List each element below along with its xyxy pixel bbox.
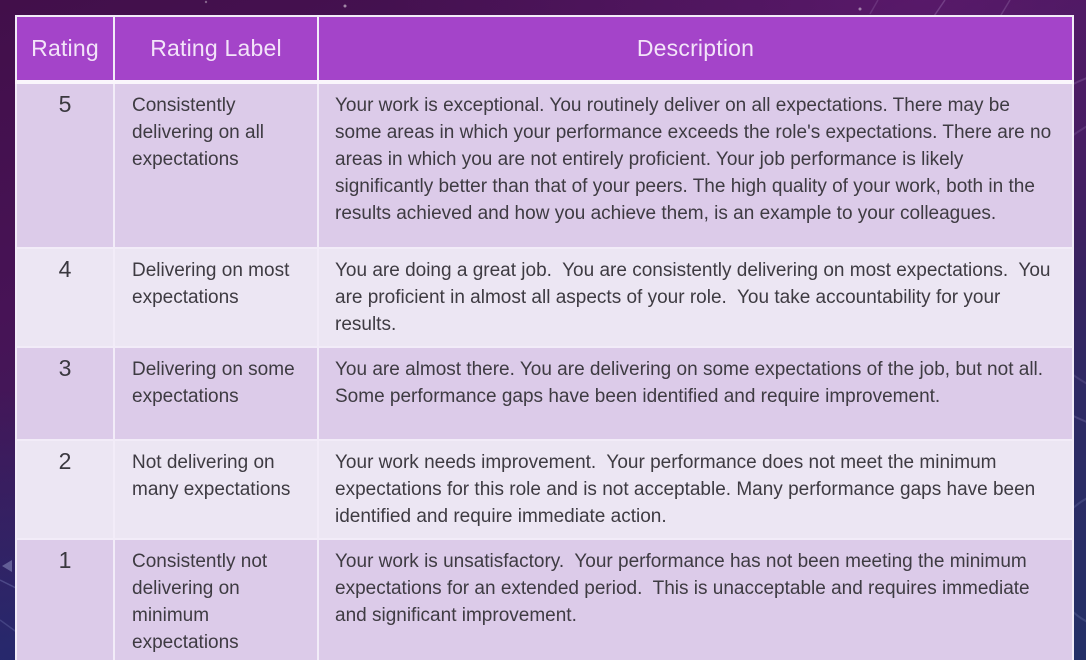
header-row: [16, 16, 1073, 82]
rating-label: Consistently delivering on all expectations: [114, 82, 318, 248]
table-row-rating-4: [16, 248, 1073, 347]
table-row-rating-3: [16, 347, 1073, 440]
column-header-rating-label: Rating Label: [114, 16, 318, 82]
rating-description: You are doing a great job. You are consistently delivering on most expectations. You are proficient in almost all aspects of your role. You take accountability for your results.: [318, 248, 1073, 347]
rating-value: 4: [16, 248, 114, 347]
rating-description: Your work is exceptional. You routinely deliver on all expectations. There may be some areas in which your performance exceeds the role's expectations. There are no areas in which you are not entirely proficient. Your job performance is likely significantly better than that of your peers. The high quality of your work, both in the results achieved and how you achieve them, is an example to your colleagues.: [318, 82, 1073, 248]
column-header-description: Description: [318, 16, 1073, 82]
rating-scale-table: [15, 15, 1074, 660]
rating-value: 3: [16, 347, 114, 440]
rating-label: Consistently not delivering on minimum expectations: [114, 539, 318, 660]
rating-label: Not delivering on many expectations: [114, 440, 318, 539]
column-header-rating: Rating: [16, 16, 114, 82]
rating-value: 5: [16, 82, 114, 248]
rating-description: Your work needs improvement. Your performance does not meet the minimum expectations for this role and is not acceptable. Many performance gaps have been identified and require immediate action.: [318, 440, 1073, 539]
table-row-rating-5: [16, 82, 1073, 248]
rating-value: 1: [16, 539, 114, 660]
table-row-rating-2: [16, 440, 1073, 539]
rating-label: Delivering on some expectations: [114, 347, 318, 440]
rating-description: You are almost there. You are delivering on some expectations of the job, but not all. Some performance gaps have been identified and require improvement.: [318, 347, 1073, 440]
rating-value: 2: [16, 440, 114, 539]
rating-label: Delivering on most expectations: [114, 248, 318, 347]
table-row-rating-1: [16, 539, 1073, 660]
rating-description: Your work is unsatisfactory. Your performance has not been meeting the minimum expectations for an extended period. This is unacceptable and requires immediate and significant improvement.: [318, 539, 1073, 660]
